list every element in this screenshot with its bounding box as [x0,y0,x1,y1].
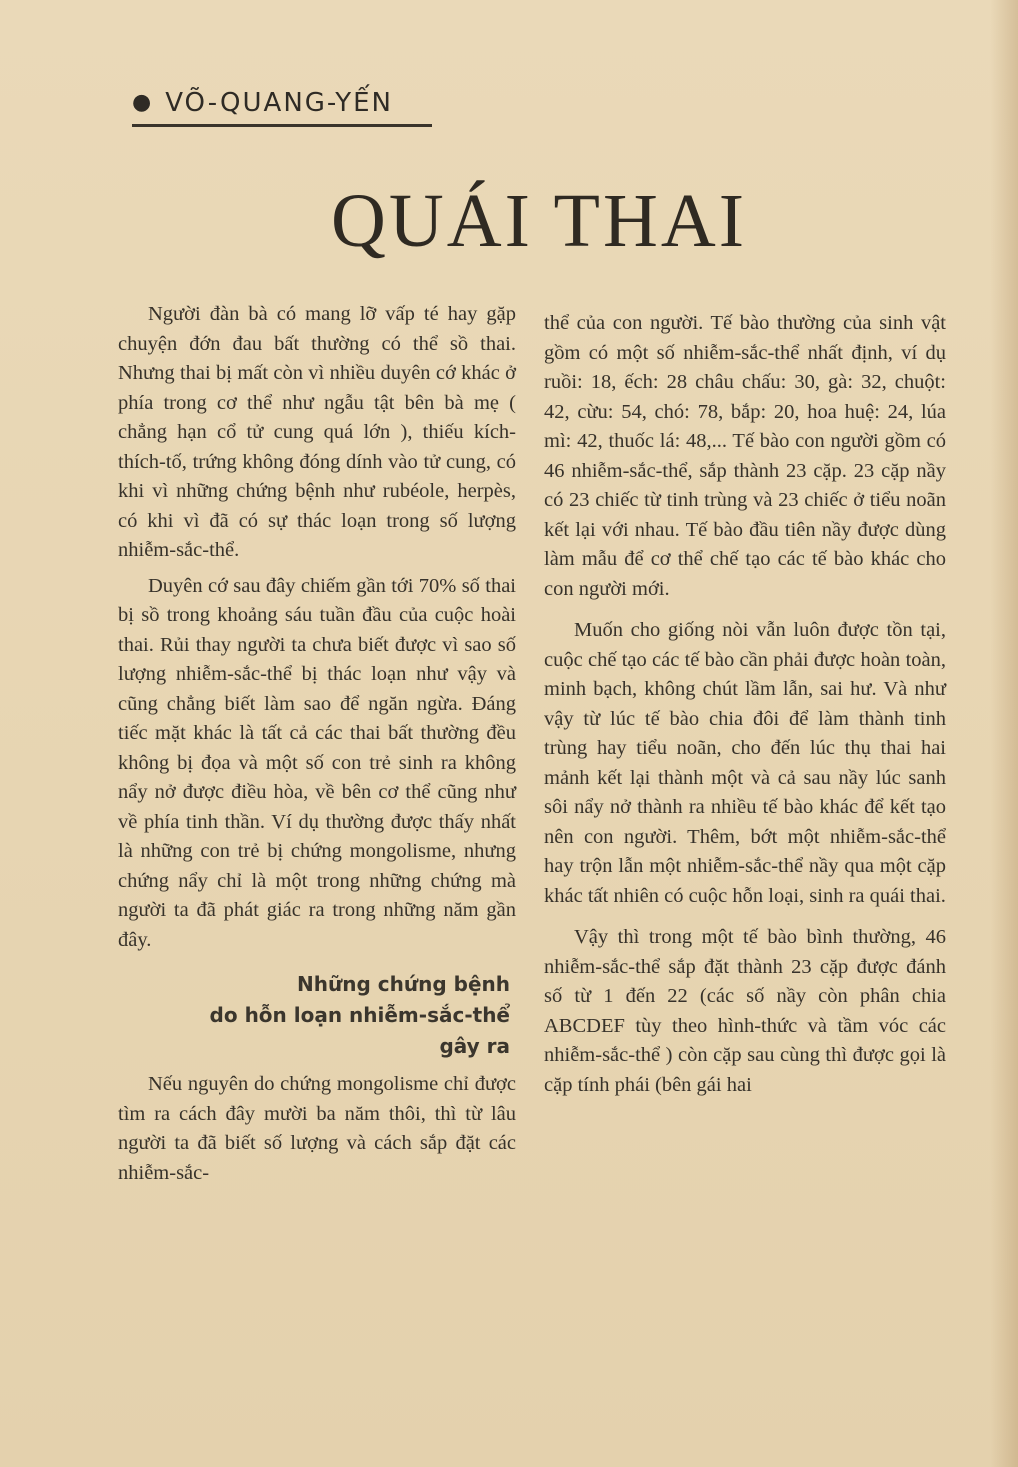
paragraph: Duyên cớ sau đây chiếm gần tới 70% số thai bị sồ trong khoảng sáu tuần đầu của cuộc hoài thai. Rủi thay người ta chưa biết được vì sao số lượng nhiễm-sắc-thể bị thác loạn như vậy và cũng chẳng biết làm sao để ngăn ngừa. Đáng tiếc mặt khác là tất cả các thai bất thường đều không bị đọa và một số con trẻ sinh ra không nẩy nở được điều hòa, về bên cơ thể cũng như về phía tinh thần. Ví dụ thường được thấy nhất là những con trẻ bị chứng mongolisme, nhưng chứng nẩy chỉ là một trong những chứng mà người ta đã phát giác ra trong những năm gần đây. [118,574,516,951]
paragraph: Vậy thì trong một tế bào bình thường, 46 nhiễm-sắc-thể sắp đặt thành 23 cặp được đánh số từ 1 đến 22 (các số nầy còn phân chia ABCDEF tùy theo hình-thức và tầm vóc các nhiễm-sắc-thể ) còn cặp sau cùng thì được gọi là cặp tính phái (bên gái hai [544,926,946,1096]
right-column [544,309,946,1100]
subheading-line: gây ra [439,1034,510,1058]
author-byline [132,88,432,118]
left-column [118,300,516,1188]
paragraph: Muốn cho giống nòi vẫn luôn được tồn tại, cuộc chế tạo các tế bào cần phải được hoàn toàn, minh bạch, không chút lầm lẫn, sai hư. Và như vậy từ lúc tế bào chia đôi để làm thành tinh trùng hay tiểu noãn, cho đến lúc thụ thai hai mảnh kết lại thành một và cả sau nầy lúc sanh sôi nẩy nở thành ra nhiều tế bào khác để kết tạo nên con người. Thêm, bớt một nhiễm-sắc-thể hay trộn lẫn một nhiễm-sắc-thể nầy qua một cặp khác tất nhiên có cuộc hỗn loại, sinh ra quái thai. [544,619,946,907]
paragraph: thể của con người. Tế bào thường của sinh vật gồm có một số nhiễm-sắc-thể nhất định, ví dụ ruồi: 18, ếch: 28 châu chấu: 30, gà: 32, chuột: 42, cừu: 54, chó: 78, bắp: 20, hoa huệ: 24, lúa mì: 42, thuốc lá: 48,... Tế bào con người gồm có 46 nhiễm-sắc-thể, sắp thành 23 cặp. 23 cặp nầy có 23 chiếc từ tinh trùng và 23 chiếc ở tiểu noãn kết lại với nhau. Tế bào đầu tiên nầy được dùng làm mẫu để cơ thể chế tạo các tế bào khác cho con người mới. [544,312,946,600]
section-subheading [118,969,510,1062]
author-name: VÕ-QUANG-YẾN [165,88,393,118]
subheading-line: do hỗn loạn nhiễm-sắc-thể [209,1003,510,1027]
paragraph: Nếu nguyên do chứng mongolisme chỉ được tìm ra cách đây mười ba năm thôi, thì từ lâu người ta đã biết số lượng và cách sắp đặt các nhiễm-sắc- [118,1073,516,1184]
article-title: QUÁI THAI [330,179,748,263]
bullet-icon: ● [132,90,154,115]
paragraph: Người đàn bà có mang lỡ vấp té hay gặp chuyện đớn đau bất thường có thể sồ thai. Nhưng thai bị mất còn vì nhiều duyên cớ khác ở phía trong cơ thể như ngẫu tật bên bà mẹ ( chẳng hạn cổ tử cung quá lớn ), thiếu kích-thích-tố, trứng không đóng dính vào tử cung, có khi vì những chứng bệnh như rubéole, herpès, có khi vì đã có sự thác loạn trong số lượng nhiễm-sắc-thể. [118,303,516,561]
author-underline [132,124,432,127]
subheading-line: Những chứng bệnh [297,972,510,996]
